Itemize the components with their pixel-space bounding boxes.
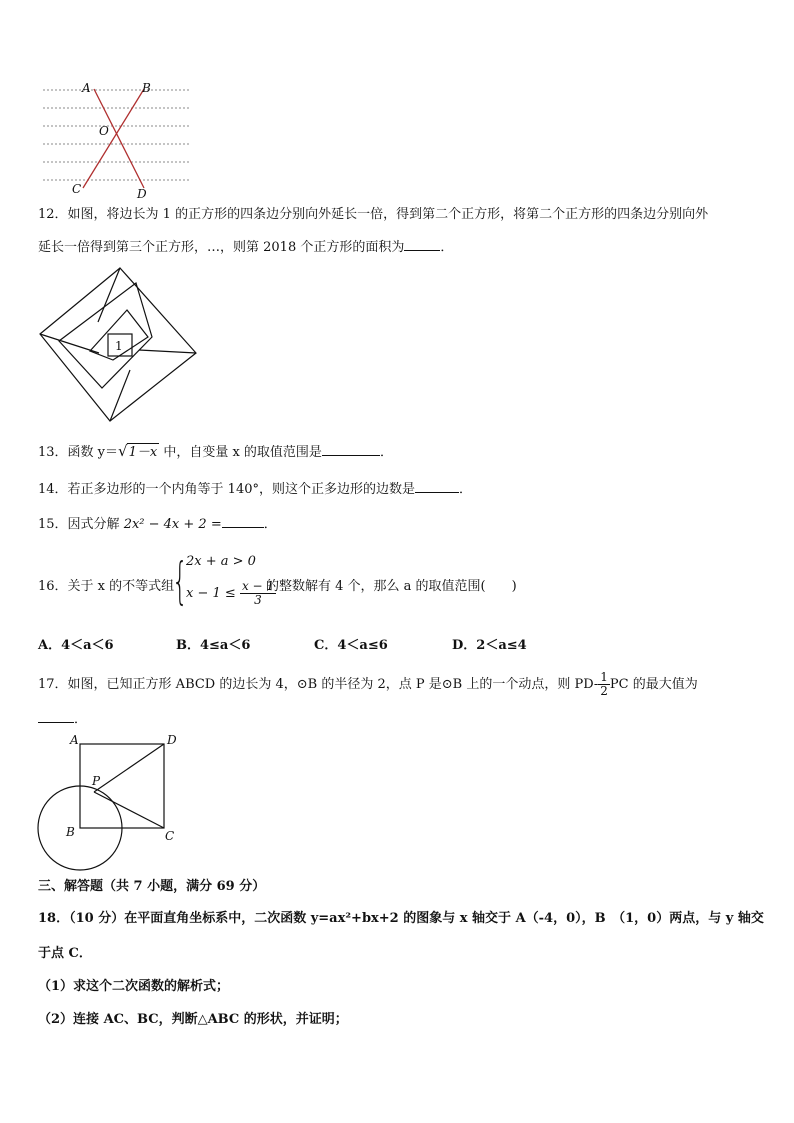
q17-line bbox=[38, 671, 698, 698]
label-c: C bbox=[165, 829, 175, 843]
q12-end: ． bbox=[440, 240, 454, 255]
q15-end: ． bbox=[263, 517, 277, 532]
q12-line2 bbox=[38, 238, 453, 257]
q18-part2: （2）连接 AC、BC，判断△ABC 的形状，并证明； bbox=[38, 1012, 348, 1027]
q17-suffix: PC 的最大值为 bbox=[609, 677, 698, 692]
q12-line1: 12．如图，将边长为 1 的正方形的四条边分别向外延长一倍，得到第二个正方形，将第二个正方形的四条边分别向外 bbox=[38, 207, 709, 222]
label-d: D bbox=[167, 733, 177, 747]
q16-option-d[interactable]: D．2＜a≤4 bbox=[452, 638, 527, 653]
section-title: 三、解答题（共 7 小题，满分 69 分） bbox=[38, 879, 266, 894]
q18-line2: 于点 C． bbox=[38, 946, 92, 961]
q17-prefix: 17．如图，已知正方形 ABCD 的边长为 4，⊙B 的半径为 2，点 P 是⊙B 上的一个动点，则 PD- bbox=[38, 677, 599, 692]
q12-answer-blank bbox=[404, 238, 440, 251]
q14-answer-blank bbox=[415, 480, 459, 493]
square-circle-figure bbox=[34, 730, 184, 870]
q17-end: ． bbox=[74, 712, 88, 727]
q13-radicand: 1－x bbox=[128, 445, 158, 460]
square-label: 1 bbox=[115, 339, 123, 353]
q17-answer-line bbox=[38, 710, 87, 729]
q17-frac-den: 2 bbox=[600, 684, 608, 698]
label-c: C bbox=[72, 182, 82, 196]
nested-squares-figure bbox=[38, 266, 200, 424]
q16-prefix: 16．关于 x 的不等式组 bbox=[38, 579, 175, 594]
ineq2-denominator: 3 bbox=[254, 593, 262, 607]
label-d: D bbox=[137, 187, 147, 201]
q13-suffix: 中，自变量 x 的取值范围是 bbox=[159, 445, 322, 460]
q14-line bbox=[38, 480, 472, 499]
label-p: P bbox=[92, 774, 101, 788]
label-a: A bbox=[70, 733, 79, 747]
label-o: O bbox=[99, 124, 109, 138]
q16-option-c[interactable]: C．4＜a≤6 bbox=[314, 638, 388, 653]
ineq2-numerator: x − 1 bbox=[241, 579, 275, 593]
ineq2-left: x − 1 ≤ bbox=[186, 586, 236, 601]
crossing-lines-figure bbox=[38, 80, 198, 200]
system-brace: { bbox=[172, 552, 188, 610]
q16-inequality-1: 2x + a > 0 bbox=[186, 554, 256, 569]
label-b: B bbox=[142, 81, 151, 95]
q17-fraction bbox=[598, 671, 610, 698]
q16-suffix: 的整数解有 4 个，那么 a 的取值范围( ) bbox=[266, 579, 517, 594]
q13-prefix: 13．函数 y＝ bbox=[38, 445, 119, 460]
q15-line bbox=[38, 515, 277, 534]
q17-answer-blank bbox=[38, 710, 74, 723]
q18-line1: 18．（10 分）在平面直角坐标系中，二次函数 y=ax²+bx+2 的图象与 x 轴交于 A（-4，0），B （1，0）两点，与 y 轴交 bbox=[38, 911, 764, 926]
q14-end: ． bbox=[459, 482, 473, 497]
sqrt-sign: √ bbox=[118, 442, 128, 460]
q15-prefix: 15．因式分解 bbox=[38, 517, 124, 532]
q15-answer-blank bbox=[222, 515, 264, 528]
q12-text: 延长一倍得到第三个正方形，…，则第 2018 个正方形的面积为 bbox=[38, 240, 405, 255]
q16-inequality-2 bbox=[186, 580, 276, 607]
q15-expression: 2x² − 4x + 2 = bbox=[123, 517, 222, 532]
q17-frac-num: 1 bbox=[600, 670, 608, 684]
q16-option-b[interactable]: B．4≤a＜6 bbox=[176, 638, 251, 653]
label-a: A bbox=[82, 81, 91, 95]
q13-answer-blank bbox=[322, 443, 380, 456]
q13-end: ． bbox=[379, 445, 393, 460]
q18-part1: （1）求这个二次函数的解析式； bbox=[38, 979, 230, 994]
q16-option-a[interactable]: A．4＜a＜6 bbox=[38, 638, 114, 653]
q13-line bbox=[38, 442, 393, 462]
label-b: B bbox=[66, 825, 75, 839]
q14-text: 14．若正多边形的一个内角等于 140°，则这个正多边形的边数是 bbox=[38, 482, 415, 497]
